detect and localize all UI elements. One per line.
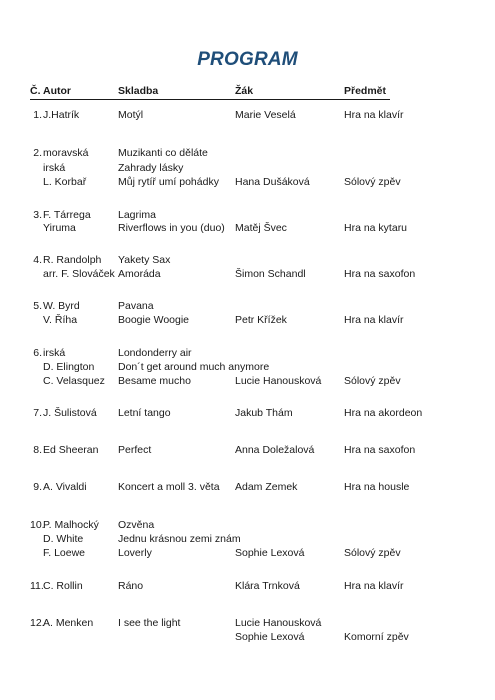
table-row <box>30 347 470 360</box>
row-zak: Lucie Hanousková <box>235 375 322 387</box>
row-zak: Anna Doležalová <box>235 444 315 456</box>
table-row <box>30 147 470 160</box>
table-row <box>30 580 470 593</box>
row-zak: Sophie Lexová <box>235 631 305 643</box>
row-number: 2. <box>33 147 42 159</box>
row-zak: Matěj Švec <box>235 222 287 234</box>
row-skladba: Pavana <box>118 300 154 312</box>
row-predmet: Komorní zpěv <box>344 631 409 643</box>
row-autor: V. Říha <box>43 314 78 326</box>
row-predmet: Hra na klavír <box>344 314 404 326</box>
table-row <box>30 533 470 546</box>
header-skladba: Skladba <box>118 85 159 97</box>
row-predmet: Hra na klavír <box>344 109 404 121</box>
row-skladba: Amoráda <box>118 268 161 280</box>
row-autor: irská <box>43 347 66 359</box>
row-number: 9. <box>33 481 42 493</box>
header-autor: Č. Autor <box>30 85 72 97</box>
row-predmet: Sólový zpěv <box>344 375 401 387</box>
row-zak: Adam Zemek <box>235 481 298 493</box>
table-row <box>30 519 470 532</box>
row-autor: C. Velasquez <box>43 375 105 387</box>
row-skladba: Riverflows in you (duo) <box>118 222 225 234</box>
table-row <box>30 162 470 175</box>
table-row <box>30 547 470 560</box>
row-skladba: Besame mucho <box>118 375 191 387</box>
row-skladba: Yakety Sax <box>118 254 171 266</box>
row-autor: L. Korbař <box>43 176 87 188</box>
table-row <box>30 375 470 388</box>
row-skladba: Můj rytíř umí pohádky <box>118 176 219 188</box>
row-number: 12. <box>30 617 45 629</box>
row-autor: Ed Sheeran <box>43 444 99 456</box>
row-skladba: Motýl <box>118 109 144 121</box>
row-zak: Šimon Schandl <box>235 268 306 280</box>
row-zak: Marie Veselá <box>235 109 296 121</box>
row-zak: Lucie Hanousková <box>235 617 322 629</box>
row-number: 4. <box>33 254 42 266</box>
row-skladba: Boogie Woogie <box>118 314 190 326</box>
row-skladba: I see the light <box>118 617 181 629</box>
table-header <box>30 85 390 100</box>
table-row <box>30 222 470 235</box>
row-skladba: Zahrady lásky <box>118 162 184 174</box>
row-number: 1. <box>33 109 42 121</box>
table-row <box>30 631 470 644</box>
row-autor: moravská <box>43 147 89 159</box>
row-autor: P. Malhocký <box>43 519 99 531</box>
row-skladba: Loverly <box>118 547 152 559</box>
header-predmet: Předmět <box>344 85 387 97</box>
row-number: 5. <box>33 300 42 312</box>
row-skladba: Muzikanti co děláte <box>118 147 208 159</box>
row-predmet: Hra na saxofon <box>344 268 416 280</box>
row-predmet: Hra na akordeon <box>344 407 423 419</box>
row-skladba: Ráno <box>118 580 144 592</box>
row-predmet: Hra na housle <box>344 481 410 493</box>
row-predmet: Hra na kytaru <box>344 222 408 234</box>
table-row <box>30 109 470 122</box>
row-zak: Hana Dušáková <box>235 176 310 188</box>
table-row <box>30 617 470 630</box>
row-autor: arr. F. Slováček <box>43 268 115 280</box>
row-autor: irská <box>43 162 66 174</box>
row-predmet: Hra na klavír <box>344 580 404 592</box>
row-number: 11. <box>30 580 44 592</box>
row-zak: Petr Křížek <box>235 314 287 326</box>
row-number: 6. <box>33 347 42 359</box>
table-row <box>30 300 470 313</box>
row-autor: J.Hatrík <box>43 109 80 121</box>
row-predmet: Sólový zpěv <box>344 547 401 559</box>
row-autor: F. Tárrega <box>43 209 91 221</box>
row-skladba: Lagrima <box>118 209 156 221</box>
row-autor: Yiruma <box>43 222 76 234</box>
row-zak: Sophie Lexová <box>235 547 305 559</box>
row-autor: J. Šulistová <box>43 407 97 419</box>
row-autor: D. Elington <box>43 361 95 373</box>
row-skladba: Koncert a moll 3. věta <box>118 481 220 493</box>
table-row <box>30 176 470 189</box>
row-predmet: Hra na saxofon <box>344 444 416 456</box>
row-number: 3. <box>33 209 42 221</box>
row-skladba: Jednu krásnou zemi znám <box>118 533 241 545</box>
row-zak: Klára Trnková <box>235 580 300 592</box>
row-autor: C. Rollin <box>43 580 83 592</box>
row-autor: D. White <box>43 533 84 545</box>
row-predmet: Sólový zpěv <box>344 176 401 188</box>
table-row <box>30 314 470 327</box>
table-row <box>30 481 470 494</box>
row-number: 10. <box>30 519 45 531</box>
page-title: PROGRAM <box>197 49 298 70</box>
row-skladba: Londonderry air <box>118 347 192 359</box>
row-autor: A. Vivaldi <box>43 481 87 493</box>
table-row <box>30 268 470 281</box>
header-zak: Žák <box>235 85 254 97</box>
row-skladba: Don´t get around much anymore <box>118 361 270 373</box>
row-autor: A. Menken <box>43 617 94 629</box>
row-number: 8. <box>33 444 42 456</box>
table-row <box>30 444 470 457</box>
table-row <box>30 209 470 222</box>
table-row <box>30 361 470 374</box>
table-row <box>30 407 470 420</box>
row-autor: F. Loewe <box>43 547 86 559</box>
row-skladba: Ozvěna <box>118 519 155 531</box>
row-zak: Jakub Thám <box>235 407 293 419</box>
table-row <box>30 254 470 267</box>
row-number: 7. <box>33 407 42 419</box>
row-skladba: Perfect <box>118 444 152 456</box>
row-skladba: Letní tango <box>118 407 171 419</box>
row-autor: W. Byrd <box>43 300 80 312</box>
row-autor: R. Randolph <box>43 254 102 266</box>
